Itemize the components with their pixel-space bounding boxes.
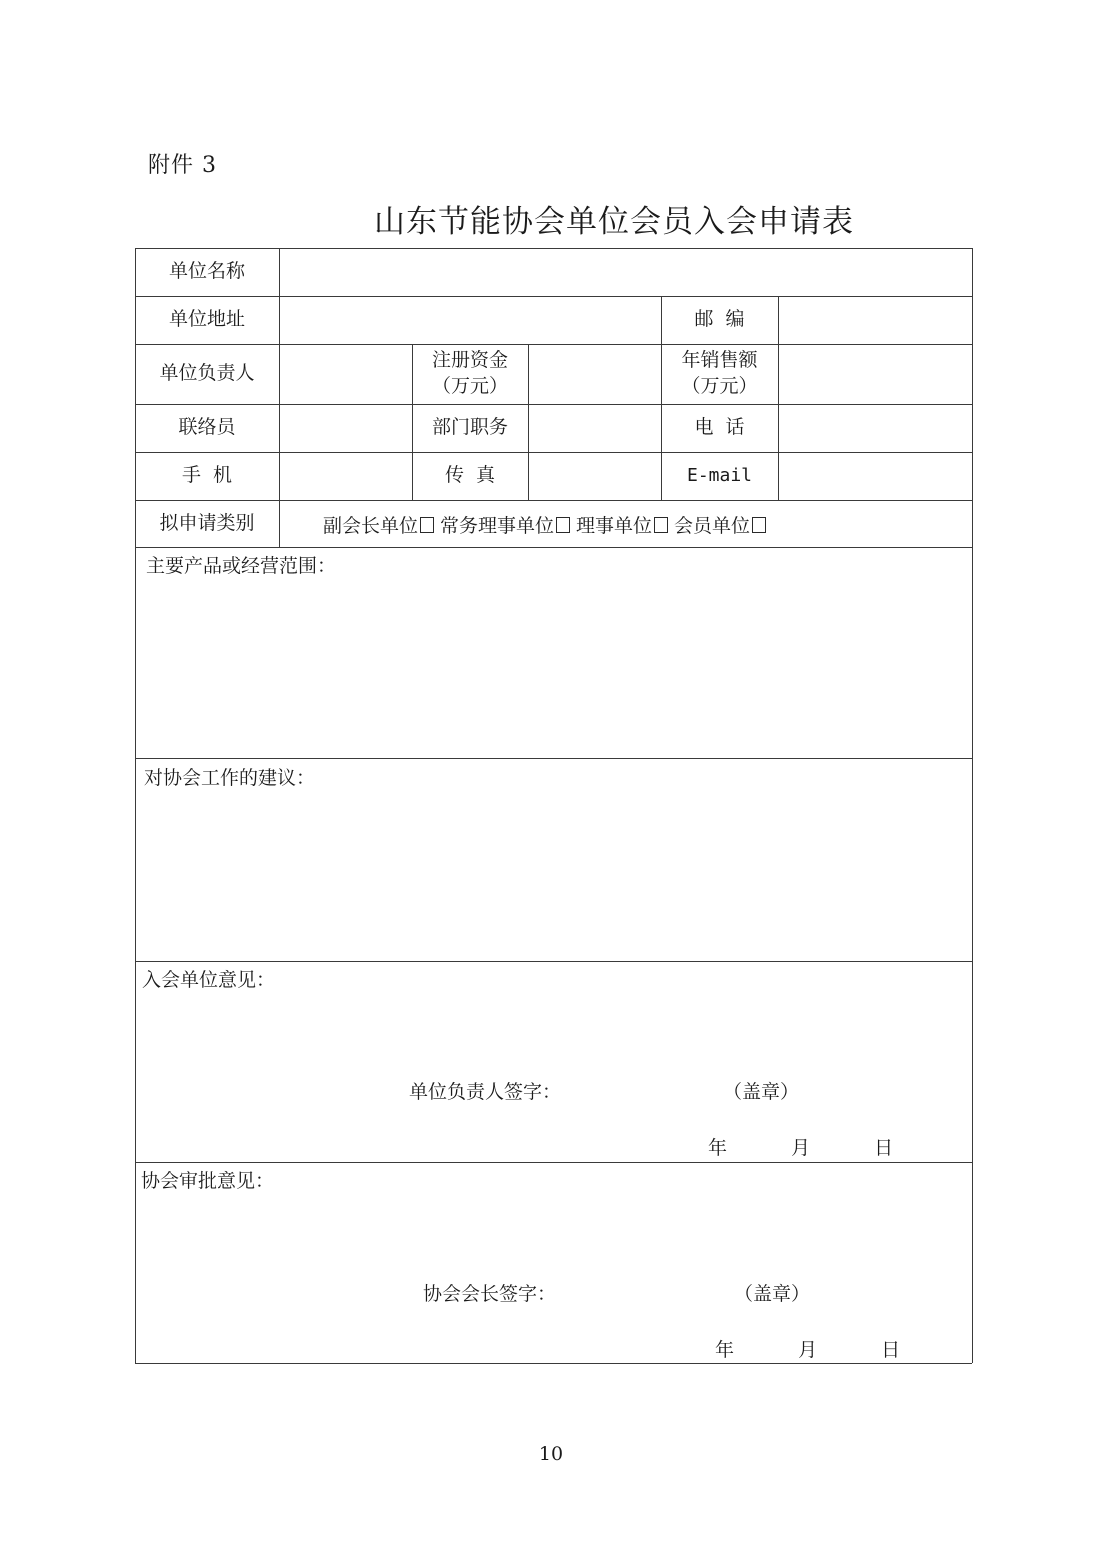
mobile-label-text: 手 机 [181,464,233,487]
email-label: E-mail [686,464,753,486]
category-option-member[interactable] [674,511,766,538]
assoc-seal-label: （盖章） [734,1283,811,1305]
phone-label [661,404,778,452]
postcode-field[interactable] [780,298,970,343]
unit-date [708,1133,893,1160]
category-option-executive-director[interactable] [440,511,570,538]
mobile-field[interactable] [281,454,410,499]
row-divider [135,547,972,548]
postcode-label [661,296,778,344]
col-divider [279,248,280,547]
category-option-label: 理事单位 [576,515,653,537]
category-option-director[interactable] [576,511,668,538]
category-label: 拟申请类别 [159,511,255,534]
fax-label-text: 传 真 [444,464,496,487]
application-table [135,248,972,1363]
postcode-label-text: 邮 编 [694,308,745,331]
checkbox-icon[interactable] [752,517,766,533]
unit-date-text: 年 月 日 [708,1137,894,1159]
department-field[interactable] [530,406,659,451]
assoc-date [715,1335,900,1362]
registered-capital-text: 注册资金 [431,349,508,372]
assoc-date-text: 年 月 日 [715,1339,901,1361]
form-title: 山东节能协会单位会员入会申请表 [374,204,854,240]
category-option-label: 副会长单位 [323,515,419,537]
email-field[interactable] [780,454,970,499]
unit-opinion-label: 入会单位意见： [142,969,276,991]
attachment-label: 附件 3 [148,153,217,178]
registered-capital-field[interactable] [530,346,659,403]
table-border-right [972,248,973,1363]
unit-name-label: 单位名称 [168,260,245,283]
mobile-label [135,452,279,500]
phone-field[interactable] [780,406,970,451]
contact-field[interactable] [281,406,410,451]
annual-sales-text: 年销售额 [681,349,758,372]
row-divider [135,758,972,759]
row-divider [135,1162,972,1163]
registered-capital-unit: （万元） [431,375,508,397]
table-border-bottom [135,1363,972,1364]
col-divider [778,296,779,500]
assoc-signature-label: 协会会长签字： [423,1283,557,1305]
leader-field[interactable] [281,346,410,403]
leader-label: 单位负责人 [159,362,255,385]
category-option-vice-president[interactable] [323,511,434,538]
suggestions-field[interactable] [137,792,970,959]
phone-label-text: 电 话 [694,416,745,439]
category-options [323,511,766,538]
contact-label: 联络员 [178,416,236,439]
row-divider [135,961,972,962]
category-option-label: 常务理事单位 [440,515,555,537]
annual-sales-label [661,344,778,404]
annual-sales-unit: （万元） [681,375,758,397]
products-field[interactable] [137,580,970,756]
unit-address-label: 单位地址 [168,308,245,331]
products-label: 主要产品或经营范围： [146,555,337,577]
unit-address-field[interactable] [281,298,659,343]
unit-seal-label: （盖章） [723,1081,800,1103]
department-label: 部门职务 [431,416,508,439]
page-number: 10 [538,1443,564,1465]
fax-label [412,452,528,500]
suggestions-label: 对协会工作的建议： [144,767,316,789]
checkbox-icon[interactable] [556,517,570,533]
col-divider [528,344,529,500]
checkbox-icon[interactable] [654,517,668,533]
unit-name-field[interactable] [281,250,970,295]
registered-capital-label [412,344,528,404]
assoc-opinion-label: 协会审批意见： [141,1170,275,1192]
checkbox-icon[interactable] [420,517,434,533]
fax-field[interactable] [530,454,659,499]
unit-signature-label: 单位负责人签字： [409,1081,562,1103]
category-option-label: 会员单位 [674,515,751,537]
annual-sales-field[interactable] [780,346,970,403]
